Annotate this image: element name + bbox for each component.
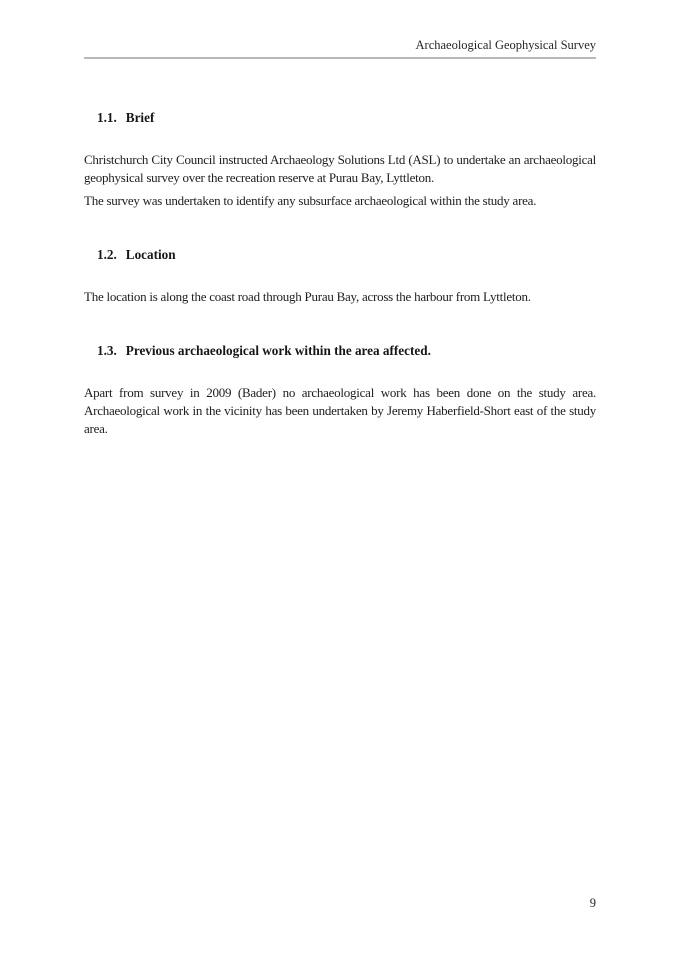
section-number: 1.1. — [97, 110, 117, 125]
section-number: 1.3. — [97, 343, 117, 358]
section-brief — [84, 110, 596, 210]
paragraph: The location is along the coast road through Purau Bay, across the harbour from Lyttleton. — [84, 289, 531, 304]
section-location — [84, 247, 596, 306]
section-heading — [97, 247, 596, 263]
running-header-title: Archaeological Geophysical Survey — [415, 38, 596, 52]
section-title: Location — [125, 247, 176, 262]
section-heading — [97, 343, 596, 359]
section-title: Brief — [125, 110, 155, 125]
document-body — [84, 59, 596, 443]
paragraph: Christchurch City Council instructed Archaeology Solutions Ltd (ASL) to undertake an archaeological geophysical survey over the recreation reserve at Purau Bay, Lyttleton. — [84, 152, 596, 185]
page-number: 9 — [589, 896, 596, 910]
section-title: Previous archaeological work within the area affected. — [125, 343, 431, 358]
section-number: 1.2. — [97, 247, 117, 262]
running-header — [84, 38, 596, 57]
paragraph: The survey was undertaken to identify any subsurface archaeological within the study area. — [84, 193, 537, 208]
paragraph: Apart from survey in 2009 (Bader) no archaeological work has been done on the study area. Archaeological work in the vicinity has been undertaken by Jeremy Haberfield-Short east of the study area. — [84, 385, 596, 436]
section-heading — [97, 110, 596, 126]
section-previous-work — [84, 343, 596, 438]
